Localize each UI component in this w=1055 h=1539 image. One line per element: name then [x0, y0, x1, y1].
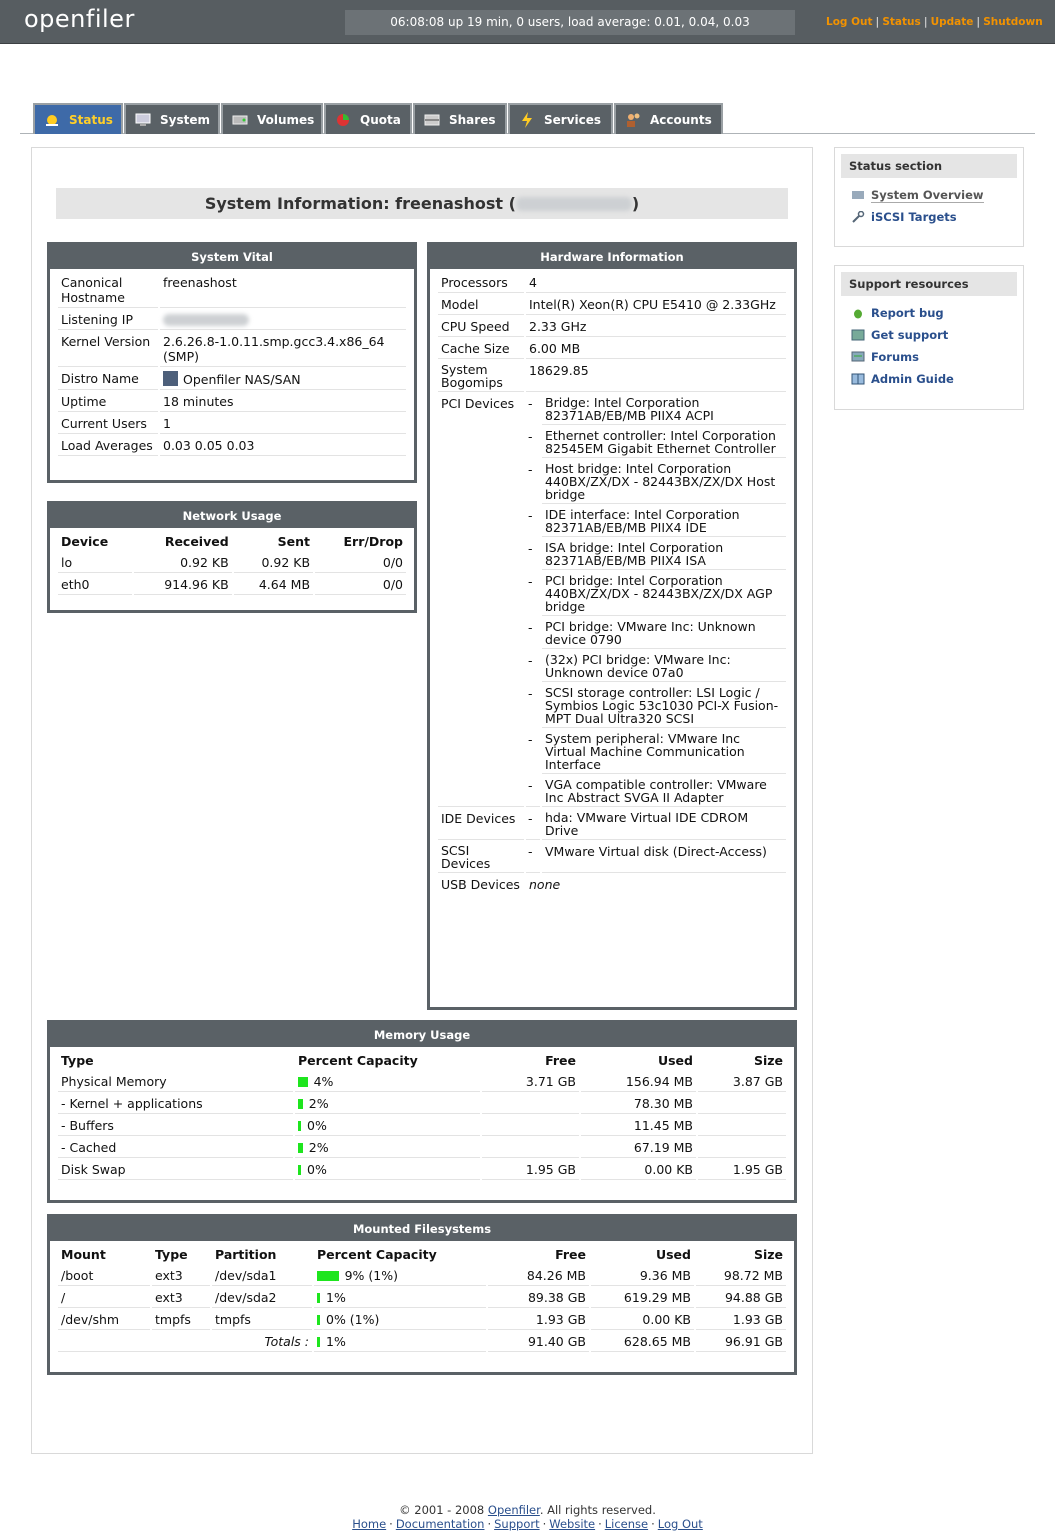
wrench-icon	[851, 211, 865, 223]
book-icon	[851, 373, 865, 385]
table-row: Physical Memory 4% 3.71 GB 156.94 MB 3.87 GB	[58, 1072, 786, 1092]
tab-volumes[interactable]	[221, 103, 323, 134]
panel-title: Mounted Filesystems	[50, 1217, 794, 1241]
pci-device: PCI bridge: Intel Corporation 440BX/ZX/DX - 82443BX/ZX/DX AGP bridge	[542, 572, 786, 616]
ip-address-redacted	[516, 197, 632, 211]
capacity-bar	[298, 1143, 303, 1153]
folder-icon	[423, 111, 441, 128]
tab-label: Status	[69, 113, 113, 127]
vital-label: Load Averages	[58, 436, 158, 456]
tab-shares[interactable]	[413, 103, 507, 134]
sidebar-item-system-overview[interactable]: System Overview	[851, 188, 1017, 210]
bug-icon	[851, 307, 865, 319]
table-row: - Cached 2% 67.19 MB	[58, 1138, 786, 1158]
footer-home-link[interactable]: Home	[352, 1517, 387, 1531]
sidebar-item-report-bug[interactable]: Report bug	[851, 306, 1017, 328]
tab-label: Services	[544, 113, 602, 127]
copyright: © 2001 - 2008 Openfiler. All rights reserved.	[399, 1503, 656, 1517]
mounted-filesystems-panel: Mounted Filesystems Mount Type Partition Percent Capacity Free Used Size /boot ext3 /dev/sda1 9% (1%) 84.26 MB 9.36 MB 98.72 MB / ext3 /dev/sda2 1% 89.38 GB 619.29 MB 94.88 GB /dev/shm tmpfs tmpfs 0% (1%) 1.93 GB 0.00 KB 1.93 GB Totals : 1% 91.40 GB 628.65 MB 96.91 GB	[47, 1214, 797, 1375]
system-vital-panel	[47, 242, 417, 483]
monitor-icon	[851, 189, 865, 201]
tab-label: Volumes	[257, 113, 315, 127]
distro-icon	[163, 371, 178, 386]
pci-device: ISA bridge: Intel Corporation 82371AB/EB/MB PIIX4 ISA	[542, 539, 786, 570]
capacity-bar	[298, 1077, 308, 1087]
table-row: / ext3 /dev/sda2 1% 89.38 GB 619.29 MB 94.88 GB	[58, 1288, 786, 1308]
sidebar-item-iscsi-targets[interactable]: iSCSI Targets	[851, 210, 1017, 232]
sidebox-title: Support resources	[841, 272, 1017, 296]
vital-value: freenashost	[160, 273, 406, 308]
tab-label: Shares	[449, 113, 496, 127]
table-row: eth0 914.96 KB 4.64 MB 0/0	[58, 575, 406, 595]
status-section-box	[834, 147, 1024, 247]
vital-value	[160, 310, 406, 330]
pci-device: Bridge: Intel Corporation 82371AB/EB/MB PIIX4 ACPI	[542, 394, 786, 425]
sidebar-item-get-support[interactable]: Get support	[851, 328, 1017, 350]
pci-device: IDE interface: Intel Corporation 82371AB/EB/MB PIIX4 IDE	[542, 506, 786, 537]
totals-row: Totals : 1% 91.40 GB 628.65 MB 96.91 GB	[58, 1332, 786, 1352]
disk-icon	[231, 111, 249, 128]
openfiler-logo[interactable]: openfiler	[24, 5, 135, 33]
update-link[interactable]: Update	[930, 16, 974, 28]
shutdown-link[interactable]: Shutdown	[983, 16, 1043, 28]
scsi-device: VMware Virtual disk (Direct-Access)	[542, 842, 786, 873]
vital-value: 0.03 0.05 0.03	[160, 436, 406, 456]
top-links: Log Out | Status | Update | Shutdown	[826, 16, 1043, 28]
panel-title: Hardware Information	[430, 245, 794, 269]
network-usage-panel: Network Usage Device Received Sent Err/Drop lo 0.92 KB 0.92 KB 0/0 eth0 914.96 KB 4.64 MB 0/0	[47, 501, 417, 613]
pci-device: Ethernet controller: Intel Corporation 82545EM Gigabit Ethernet Controller	[542, 427, 786, 458]
sun-icon	[43, 111, 61, 128]
capacity-bar	[298, 1165, 301, 1175]
tab-system[interactable]	[124, 103, 220, 134]
sidebox-title: Status section	[841, 154, 1017, 178]
status-link[interactable]: Status	[882, 16, 921, 28]
openfiler-link[interactable]: Openfiler	[487, 1503, 540, 1517]
lightning-icon	[518, 111, 536, 128]
pci-device: SCSI storage controller: LSI Logic / Symbios Logic 53c1030 PCI-X Fusion-MPT Dual Ultra320 SCSI	[542, 684, 786, 728]
vital-label: Distro Name	[58, 369, 158, 390]
listening-ip-redacted	[163, 314, 249, 326]
pci-device: VGA compatible controller: VMware Inc Abstract SVGA II Adapter	[542, 776, 786, 807]
uptime-status: 06:08:08 up 19 min, 0 users, load average: 0.01, 0.04, 0.03	[345, 10, 795, 35]
vital-label: Current Users	[58, 414, 158, 434]
pci-device: (32x) PCI bridge: VMware Inc: Unknown device 07a0	[542, 651, 786, 682]
panel-title: Network Usage	[50, 504, 414, 528]
vital-label: Uptime	[58, 392, 158, 412]
vital-label: Canonical Hostname	[58, 273, 158, 308]
footer-support-link[interactable]: Support	[494, 1517, 540, 1531]
top-bar	[0, 0, 1055, 44]
tab-services[interactable]	[508, 103, 613, 134]
tab-label: Accounts	[650, 113, 712, 127]
table-row: - Buffers 0% 11.45 MB	[58, 1116, 786, 1136]
vital-value: 1	[160, 414, 406, 434]
table-row: - Kernel + applications 2% 78.30 MB	[58, 1094, 786, 1114]
footer-links: Home · Documentation · Support · Website · License · Log Out	[352, 1517, 703, 1531]
capacity-bar	[317, 1315, 320, 1325]
tab-status[interactable]	[33, 103, 123, 134]
table-row: /boot ext3 /dev/sda1 9% (1%) 84.26 MB 9.36 MB 98.72 MB	[58, 1266, 786, 1286]
footer	[0, 1503, 1055, 1531]
tab-label: System	[160, 113, 210, 127]
footer-license-link[interactable]: License	[604, 1517, 649, 1531]
capacity-bar	[317, 1293, 320, 1303]
vital-value: 18 minutes	[160, 392, 406, 412]
monitor-icon	[134, 111, 152, 128]
footer-logout-link[interactable]: Log Out	[657, 1517, 703, 1531]
capacity-bar	[298, 1121, 301, 1131]
vital-label: Kernel Version	[58, 332, 158, 367]
users-icon	[624, 111, 642, 128]
tab-quota[interactable]	[324, 103, 412, 134]
usb-devices: none	[529, 877, 561, 892]
footer-website-link[interactable]: Website	[549, 1517, 596, 1531]
panel-title: System Vital	[50, 245, 414, 269]
ide-device: hda: VMware Virtual IDE CDROM Drive	[542, 809, 786, 840]
support-icon	[851, 329, 865, 341]
pci-device: System peripheral: VMware Inc Virtual Machine Communication Interface	[542, 730, 786, 774]
sidebar-item-admin-guide[interactable]: Admin Guide	[851, 372, 1017, 394]
hardware-info-panel: Hardware Information Processors 4 Model Intel(R) Xeon(R) CPU E5410 @ 2.33GHz CPU Speed 2.33 GHz Cache Size 6.00 MB System Bogomips 18629.85 PCI Devices - Bridge: Intel Corporation 82371AB/EB/MB PIIX4 ACPI - Ethernet controller: Intel Corporation 82545EM Gigabit Ethernet Controller - Host bridge: Intel Corporation 440BX/ZX/DX - 82443BX/ZX/DX Host bridge - IDE interface: Intel Corporation 82371AB/EB/MB PIIX4 IDE - ISA bridge: Intel Corporation 82371AB/EB/MB PIIX4 ISA - PCI bridge: Intel Corporation 440BX/ZX/DX - 82443BX/ZX/DX AGP bridge - PCI bridge: VMware Inc: Unknown device 0790 - (32x) PCI bridge: VMware Inc: Unknown device 07a0 - SCSI storage controller: LSI Logic / Symbios Logic 53c1030 PCI-X Fusion-MPT Dual Ultra320 SCSI - System peripheral: VMware Inc Virtual Machine Communication Interface - VGA compatible controller: VMware Inc Abstract SVGA II Adapter IDE Devices - hda: VMware Virtual IDE CDROM Drive SCSI Devices - VMware Virtual disk (Direct-Access) USB Devices none	[427, 242, 797, 1010]
logout-link[interactable]: Log Out	[826, 16, 873, 28]
table-row: Disk Swap 0% 1.95 GB 0.00 KB 1.95 GB	[58, 1160, 786, 1180]
capacity-bar	[317, 1337, 320, 1347]
vital-value: 2.6.26.8-1.0.11.smp.gcc3.4.x86_64 (SMP)	[160, 332, 406, 367]
memory-usage-panel: Memory Usage Type Percent Capacity Free Used Size Physical Memory 4% 3.71 GB 156.94 MB 3.87 GB - Kernel + applications 2% 78.30 MB - Buffers 0% 11.45 MB - Cached 2% 67.19 MB Disk Swap 0% 1.95 GB 0.00 KB 1.95 GB	[47, 1020, 797, 1203]
footer-documentation-link[interactable]: Documentation	[395, 1517, 485, 1531]
support-resources-box	[834, 265, 1024, 410]
panel-title: Memory Usage	[50, 1023, 794, 1047]
tab-label: Quota	[360, 113, 401, 127]
table-row: lo 0.92 KB 0.92 KB 0/0	[58, 553, 406, 573]
capacity-bar	[298, 1099, 303, 1109]
vital-label: Listening IP	[58, 310, 158, 330]
page-title: System Information: freenashost ( )	[56, 188, 788, 219]
main-tabs	[20, 102, 1035, 134]
tab-accounts[interactable]	[614, 103, 723, 134]
forum-icon	[851, 351, 865, 363]
capacity-bar	[317, 1271, 339, 1281]
pci-device: Host bridge: Intel Corporation 440BX/ZX/DX - 82443BX/ZX/DX Host bridge	[542, 460, 786, 504]
pie-icon	[334, 111, 352, 128]
table-row: /dev/shm tmpfs tmpfs 0% (1%) 1.93 GB 0.00 KB 1.93 GB	[58, 1310, 786, 1330]
vital-value: Openfiler NAS/SAN	[160, 369, 406, 390]
sidebar-item-forums[interactable]: Forums	[851, 350, 1017, 372]
pci-device: PCI bridge: VMware Inc: Unknown device 0790	[542, 618, 786, 649]
